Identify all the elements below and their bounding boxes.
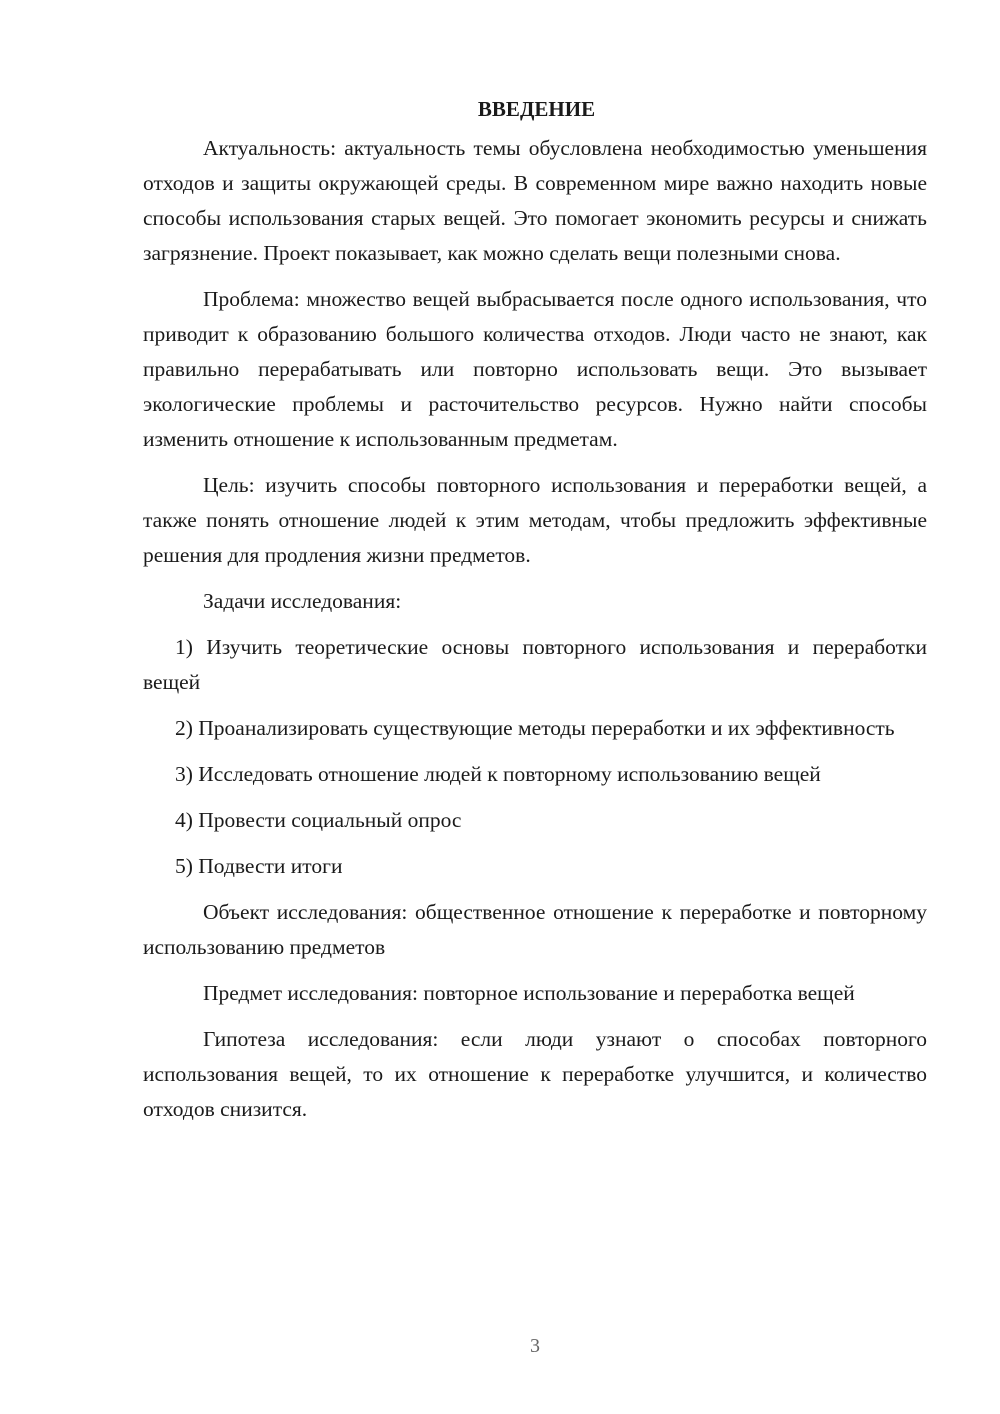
paragraph-subject: Предмет исследования: повторное использование и переработка вещей: [203, 981, 855, 1005]
paragraph-relevance: Актуальность: актуальность темы обусловлена необходимостью уменьшения отходов и защиты окружающей среды. В современном мире важно находить новые способы использования старых вещей. Это помогает экономить ресурсы и снижать загрязнение. Проект показывает, как можно сделать вещи полезными снова.: [143, 136, 927, 265]
paragraph-hypothesis: Гипотеза исследования: если люди узнают о способах повторного использования вещей, то их отношение к переработке улучшится, и количество отходов снизится.: [143, 1027, 927, 1121]
task-list-item: 1) Изучить теоретические основы повторного использования и переработки вещей: [143, 635, 927, 694]
paragraph-problem: Проблема: множество вещей выбрасывается после одного использования, что приводит к образованию большого количества отходов. Люди часто не знают, как правильно перерабатывать или повторно использовать вещи. Это вызывает экологические проблемы и расточительство ресурсов. Нужно найти способы изменить отношение к использованным предметам.: [143, 287, 927, 451]
paragraph-tasks-heading: Задачи исследования:: [203, 589, 402, 613]
page-number: 3: [530, 1335, 540, 1357]
paragraph-goal: Цель: изучить способы повторного использования и переработки вещей, а также понять отношение людей к этим методам, чтобы предложить эффективные решения для продления жизни предметов.: [143, 473, 927, 567]
section-title: ВВЕДЕНИЕ: [477, 97, 596, 121]
task-list-item: 3) Исследовать отношение людей к повторному использованию вещей: [175, 762, 821, 786]
document-page: [143, 92, 927, 1138]
task-list-item: 2) Проанализировать существующие методы переработки и их эффективность: [175, 716, 895, 740]
paragraph-object: Объект исследования: общественное отношение к переработке и повторному использованию предметов: [143, 900, 927, 959]
task-list-item: 5) Подвести итоги: [175, 854, 343, 878]
task-list-item: 4) Провести социальный опрос: [175, 808, 462, 832]
